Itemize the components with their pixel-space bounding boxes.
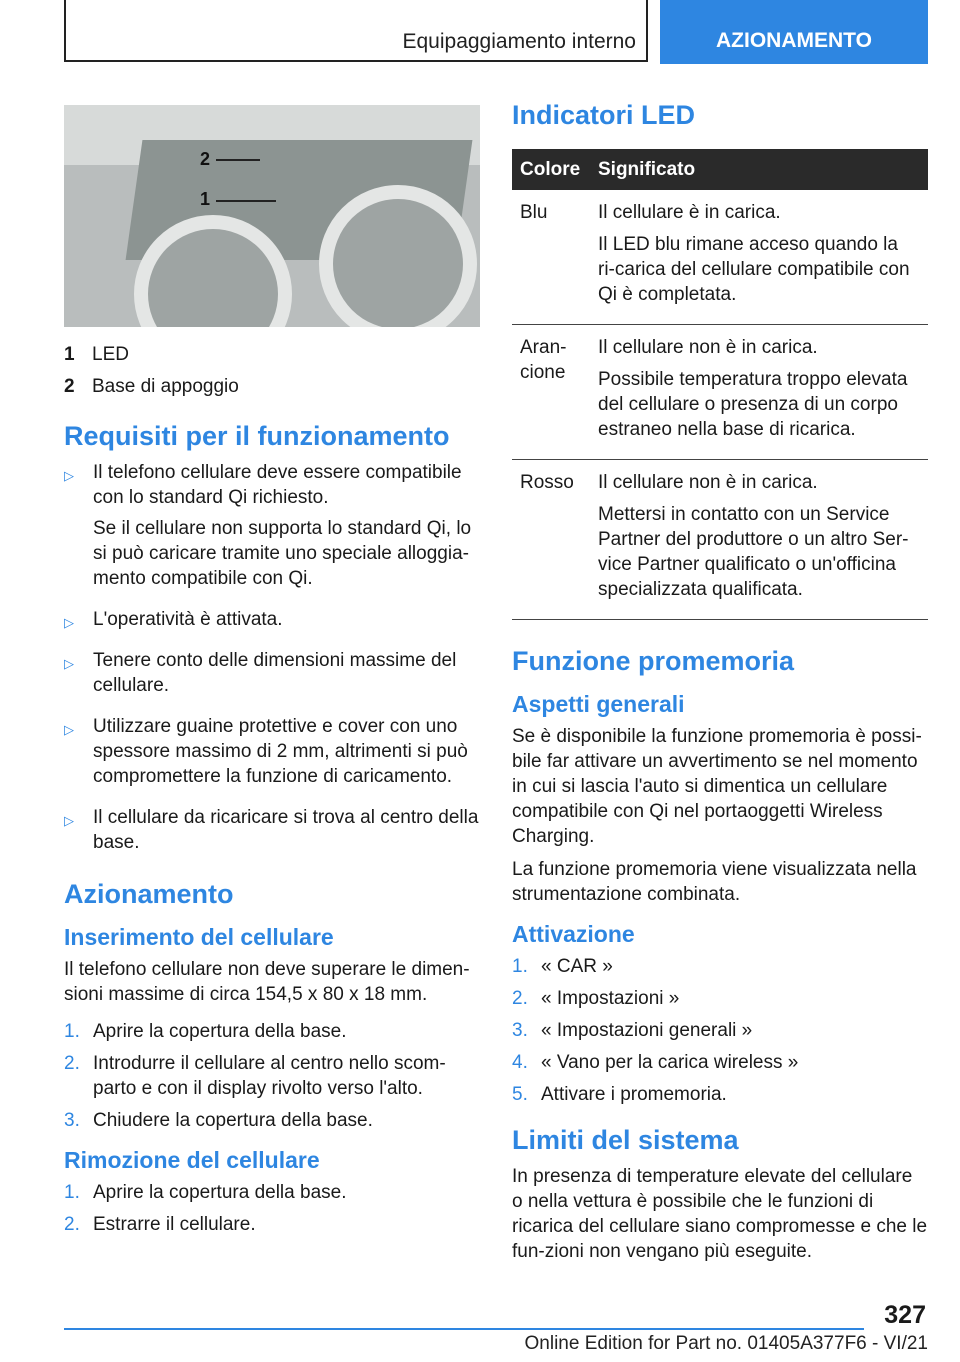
step-number: 2. xyxy=(512,988,528,1009)
wireless-charging-photo xyxy=(64,105,480,327)
step-item xyxy=(64,1019,480,1044)
legend-text: LED xyxy=(92,344,129,365)
column-header: Colore xyxy=(512,149,590,190)
led-meaning xyxy=(590,190,928,325)
header-section-title: Equipaggiamento interno xyxy=(402,30,636,53)
figure-legend xyxy=(64,339,480,403)
led-color: Rosso xyxy=(512,460,590,620)
meaning-text: Il cellulare non è in carica. xyxy=(598,472,818,493)
bullet-text: Utilizzare guaine protettive e cover con uno spessore massimo di 2 mm, altrimenti si può compromettere la funzione di caricamento. xyxy=(93,716,468,787)
step-number: 2. xyxy=(64,1053,80,1074)
triangle-bullet-icon: ▷ xyxy=(64,615,74,630)
right-column xyxy=(512,100,928,1272)
led-meaning xyxy=(590,460,928,620)
step-item xyxy=(512,954,928,979)
triangle-bullet-icon: ▷ xyxy=(64,468,74,483)
bullet-text: L'operatività è attivata. xyxy=(93,609,283,630)
step-text: Aprire la copertura della base. xyxy=(93,1182,347,1203)
triangle-bullet-icon: ▷ xyxy=(64,722,74,737)
aspetti-heading: Aspetti generali xyxy=(512,691,685,717)
step-text: Attivare i promemoria. xyxy=(541,1084,727,1105)
requisiti-list xyxy=(64,460,480,861)
requisiti-heading: Requisiti per il funzionamento xyxy=(64,421,450,451)
led-color: Blu xyxy=(512,190,590,325)
promemoria-heading: Funzione promemoria xyxy=(512,646,795,676)
left-column xyxy=(64,105,480,1244)
limiti-text: In presenza di temperature elevate del cellulare o nella vettura è possibile che le funzioni di ricarica del cellulare siano compromesse e che le fun-zioni non vengano più eseguite. xyxy=(512,1166,928,1262)
legend-number: 1 xyxy=(64,344,75,365)
step-text: « CAR » xyxy=(541,956,613,977)
callout-2: 2 xyxy=(200,149,211,169)
led-color: Aran-cione xyxy=(512,325,590,460)
bullet-text: Il cellulare da ricaricare si trova al centro della base. xyxy=(93,807,479,853)
inserimento-intro: Il telefono cellulare non deve superare le dimen-sioni massime di circa 154,5 x 80 x 18 mm. xyxy=(64,959,470,1005)
step-text: « Impostazioni generali » xyxy=(541,1020,753,1041)
page-number: 327 xyxy=(884,1301,926,1329)
step-text: « Vano per la carica wireless » xyxy=(541,1052,799,1073)
step-item xyxy=(512,986,928,1011)
list-item xyxy=(64,607,480,638)
callout-2-line xyxy=(216,159,260,161)
aspetti-text-1: Se è disponibile la funzione promemoria è possi-bile far attivare un avvertimento se nel momento in cui si lascia l'auto si dimentica un cellulare compatibile con Qi nel portaoggetti Wireless Charging. xyxy=(512,726,922,847)
page-header xyxy=(64,0,928,64)
inserimento-steps xyxy=(64,1019,480,1133)
callout-1: 1 xyxy=(200,189,211,209)
list-item xyxy=(64,460,480,597)
step-text: Aprire la copertura della base. xyxy=(93,1021,347,1042)
list-item xyxy=(64,714,480,795)
bullet-text: Se il cellulare non supporta lo standard Qi, lo si può caricare tramite uno speciale alloggia-mento compatibile con Qi. xyxy=(93,518,472,589)
legend-text: Base di appoggio xyxy=(92,376,239,397)
step-number: 2. xyxy=(64,1214,80,1235)
column-header: Significato xyxy=(590,149,928,190)
table-row xyxy=(512,190,928,325)
inserimento-heading: Inserimento del cellulare xyxy=(64,924,334,950)
step-item xyxy=(64,1212,480,1237)
step-number: 1. xyxy=(512,956,528,977)
bullet-text: Tenere conto delle dimensioni massime del cellulare. xyxy=(93,650,457,696)
step-number: 5. xyxy=(512,1084,528,1105)
step-text: « Impostazioni » xyxy=(541,988,680,1009)
step-item xyxy=(512,1050,928,1075)
table-row xyxy=(512,460,928,620)
table-row xyxy=(512,325,928,460)
step-item xyxy=(64,1051,480,1101)
footer-rule xyxy=(64,1328,864,1330)
led-table xyxy=(512,149,928,620)
edition-label: Online Edition for Part no. 01405A377F6 - VI/21 xyxy=(524,1333,928,1354)
aspetti-text-2: La funzione promemoria viene visualizzata nella strumentazione combinata. xyxy=(512,859,917,905)
led-meaning xyxy=(590,325,928,460)
step-text: Chiudere la copertura della base. xyxy=(93,1110,373,1131)
callout-1-line xyxy=(216,200,276,202)
attivazione-heading: Attivazione xyxy=(512,921,635,947)
meaning-text: Il LED blu rimane acceso quando la ri-carica del cellulare compatibile con Qi è completata. xyxy=(598,234,910,305)
legend-item xyxy=(64,371,480,403)
meaning-text: Possibile temperatura troppo elevata del cellulare o presenza di un corpo estraneo nella base di ricarica. xyxy=(598,369,908,440)
step-item xyxy=(64,1108,480,1133)
triangle-bullet-icon: ▷ xyxy=(64,813,74,828)
step-number: 4. xyxy=(512,1052,528,1073)
rimozione-heading: Rimozione del cellulare xyxy=(64,1147,320,1173)
rimozione-steps xyxy=(64,1180,480,1237)
step-text: Introdurre il cellulare al centro nello scom-parto e con il display rivolto verso l'alto. xyxy=(93,1053,446,1099)
limiti-heading: Limiti del sistema xyxy=(512,1125,739,1155)
meaning-text: Il cellulare è in carica. xyxy=(598,202,781,223)
step-item xyxy=(64,1180,480,1205)
bullet-text: Il telefono cellulare deve essere compatibile con lo standard Qi richiesto. xyxy=(93,462,462,508)
list-item xyxy=(64,805,480,861)
attivazione-steps xyxy=(512,954,928,1107)
step-number: 1. xyxy=(64,1182,80,1203)
legend-number: 2 xyxy=(64,376,75,397)
header-chapter-tab: AZIONAMENTO xyxy=(660,0,928,64)
step-number: 3. xyxy=(512,1020,528,1041)
meaning-text: Mettersi in contatto con un Service Partner del produttore o un altro Ser-vice Partner qualificato o un'officina specializzata qualificata. xyxy=(598,504,909,600)
step-item xyxy=(512,1082,928,1107)
table-header-row xyxy=(512,149,928,190)
step-number: 3. xyxy=(64,1110,80,1131)
list-item xyxy=(64,648,480,704)
azionamento-heading: Azionamento xyxy=(64,879,234,909)
meaning-text: Il cellulare non è in carica. xyxy=(598,337,818,358)
step-item xyxy=(512,1018,928,1043)
step-text: Estrarre il cellulare. xyxy=(93,1214,256,1235)
indicatori-heading: Indicatori LED xyxy=(512,100,696,130)
triangle-bullet-icon: ▷ xyxy=(64,656,74,671)
step-number: 1. xyxy=(64,1021,80,1042)
legend-item xyxy=(64,339,480,371)
